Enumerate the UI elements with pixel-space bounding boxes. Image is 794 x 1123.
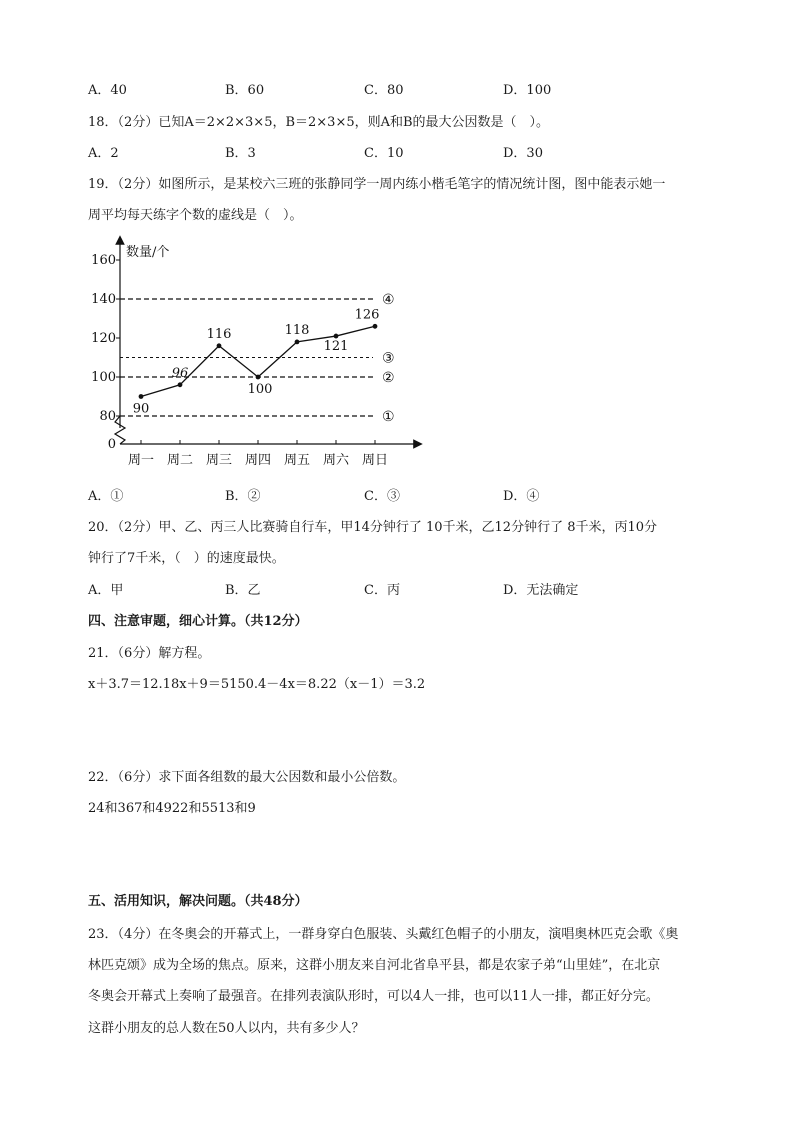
q18-option-d: D．30 (503, 146, 543, 161)
reference-line-label-1: ① (382, 409, 395, 425)
data-point-1 (139, 394, 144, 399)
line-chart (88, 232, 448, 476)
data-point-2 (178, 382, 183, 387)
data-point-3 (217, 343, 222, 348)
x-tick-label-2: 周二 (166, 453, 194, 468)
q17-option-a: A．40 (88, 83, 127, 98)
x-tick-label-6: 周六 (322, 453, 350, 468)
q23-line3: 冬奥会开幕式上奏响了最强音。在排列表演队形时，可以4人一排，也可以11人一排，都正好分完。 (88, 989, 659, 1004)
q17-option-d: D．100 (503, 83, 552, 98)
x-tick-label-5: 周五 (283, 453, 311, 468)
q21-stem: 21．（6分）解方程。 (88, 646, 211, 661)
y-tick-label-120: 120 (91, 331, 116, 346)
data-label-6: 121 (323, 339, 349, 355)
reference-line-label-2: ② (382, 370, 395, 386)
q19-option-a: A．① (88, 489, 124, 504)
data-label-4: 100 (247, 382, 273, 397)
section-5-heading: 五、活用知识，解决问题。（共48分） (88, 894, 308, 909)
data-point-6 (334, 334, 339, 339)
q18-option-c: C．10 (364, 146, 404, 161)
y-tick-label-80: 80 (99, 409, 116, 424)
data-label-5: 118 (284, 322, 310, 338)
series-line (133, 307, 380, 416)
data-label-2: 96 (171, 365, 189, 381)
q20-stem-line1: 20．（2分）甲、乙、丙三人比赛骑自行车，甲14分钟行了 10千米，乙12分钟行了 8千米，丙10分 (88, 520, 658, 535)
q19-stem-line1: 19．（2分）如图所示，是某校六三班的张静同学一周内练小楷毛笔字的情况统计图，图中能表示她一 (88, 177, 666, 192)
q17-option-c: C．80 (364, 83, 404, 98)
q23-line1: 23．（4分）在冬奥会的开幕式上，一群身穿白色服装、头戴红色帽子的小朋友，演唱奥林匹克会歌《奥 (88, 927, 679, 942)
y-tick-label-140: 140 (91, 292, 116, 307)
q22-groups: 24和367和4922和5513和9 (88, 801, 256, 816)
q20-option-d: D．无法确定 (503, 583, 579, 598)
data-point-4 (256, 375, 261, 380)
x-tick-label-7: 周日 (361, 453, 389, 468)
q19-option-b: B．② (225, 489, 261, 504)
y-tick-label-0: 0 (107, 437, 116, 452)
reference-lines (120, 292, 395, 425)
q23-line4: 这群小朋友的总人数在50人以内，共有多少人？ (88, 1021, 365, 1036)
data-point-5 (295, 340, 300, 345)
reference-line-label-4: ④ (382, 292, 395, 308)
data-label-3: 116 (206, 326, 232, 342)
q19-option-c: C．③ (364, 489, 400, 504)
data-label-7: 126 (354, 307, 380, 323)
q17-option-b: B．60 (225, 83, 265, 98)
x-tick-label-4: 周四 (244, 453, 272, 468)
q19-stem-line2: 周平均每天练字个数的虚线是（ ）。 (88, 208, 303, 223)
q22-stem: 22．（6分）求下面各组数的最大公因数和最小公倍数。 (88, 770, 406, 785)
y-tick-label-100: 100 (91, 370, 116, 385)
q18-option-a: A．2 (88, 146, 119, 161)
q18-option-b: B．3 (225, 146, 256, 161)
q20-option-c: C．丙 (364, 583, 400, 598)
y-axis-label: 数量/个 (126, 245, 170, 260)
q20-stem-line2: 钟行了7千米，（ ）的速度最快。 (88, 551, 285, 566)
reference-line-label-3: ③ (382, 350, 395, 367)
q18-stem: 18．（2分）已知A＝2×2×3×5，B＝2×3×5，则A和B的最大公因数是（ ）。 (88, 115, 550, 130)
q20-option-a: A．甲 (88, 583, 124, 598)
q20-option-b: B．乙 (225, 583, 261, 598)
q23-line2: 林匹克颂》成为全场的焦点。原来，这群小朋友来自河北省阜平县，都是农家子弟“山里娃”，在北京 (88, 958, 661, 973)
y-tick-label-160: 160 (91, 253, 116, 268)
y-ticks (91, 253, 120, 452)
data-point-7 (373, 324, 378, 329)
q19-option-d: D．④ (503, 489, 540, 504)
section-4-heading: 四、注意审题，细心计算。（共12分） (88, 614, 308, 629)
x-tick-label-1: 周一 (127, 453, 155, 468)
x-tick-label-3: 周三 (205, 453, 233, 468)
q21-equations: x＋3.7＝12.18x＋9＝5150.4－4x＝8.22（x－1）＝3.2 (88, 677, 426, 692)
data-label-1: 90 (132, 401, 150, 417)
